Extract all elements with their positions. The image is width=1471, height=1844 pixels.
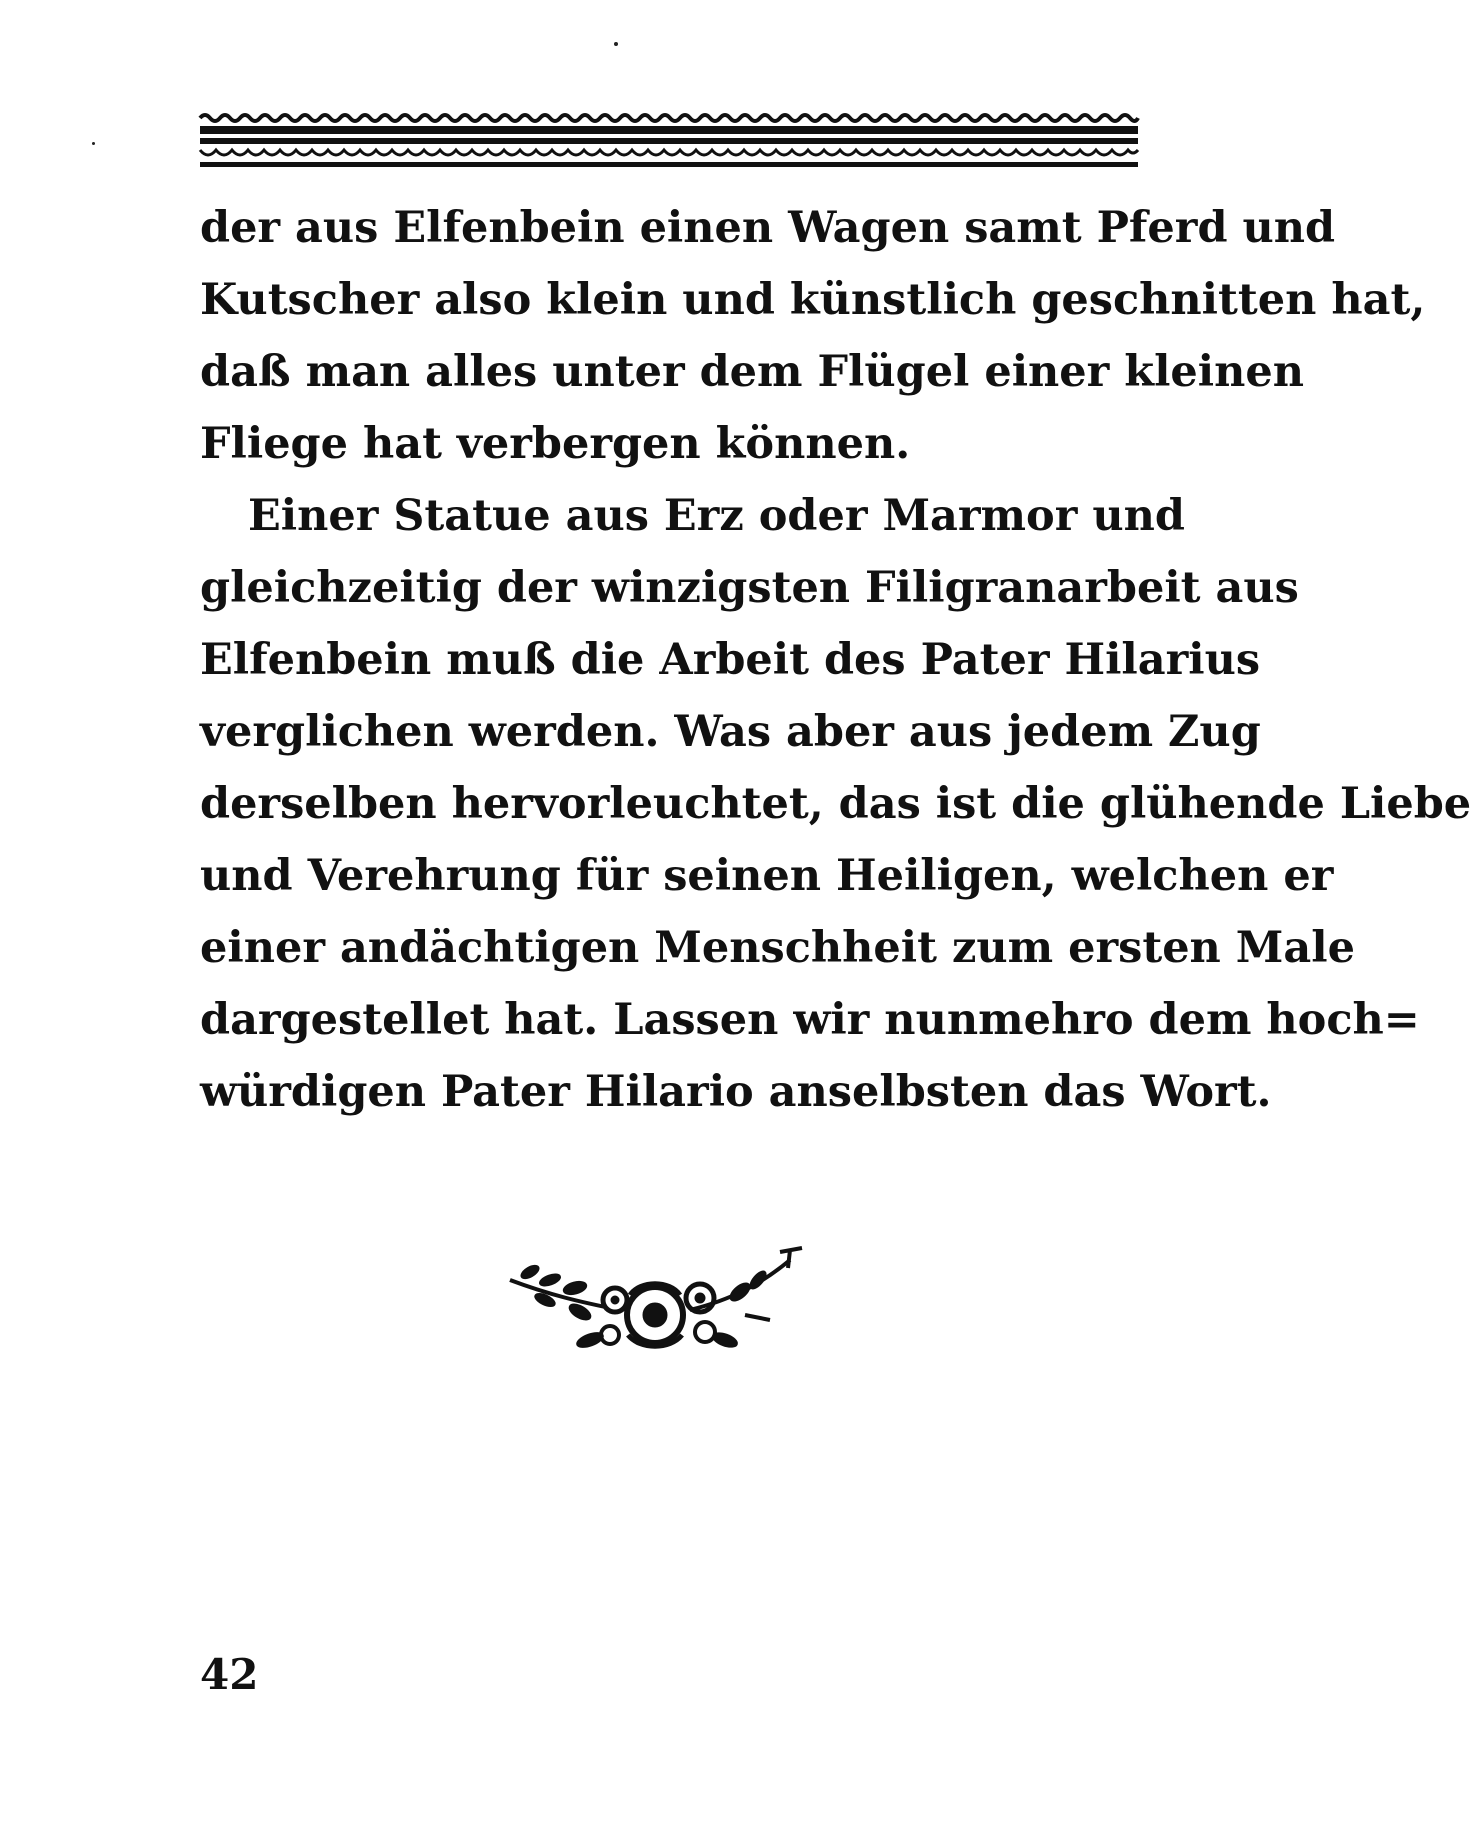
- text-line: und Verehrung für seinen Heiligen, welchen er: [200, 851, 1334, 901]
- text-line: Einer Statue aus Erz oder Marmor und: [248, 491, 1185, 541]
- text-line: daß man alles unter dem Flügel einer kleinen: [200, 347, 1304, 397]
- text-line: würdigen Pater Hilario anselbsten das Wort.: [200, 1067, 1272, 1117]
- text-line: der aus Elfenbein einen Wagen samt Pferd und: [200, 203, 1336, 253]
- text-line: Kutscher also klein und künstlich geschnitten hat,: [200, 275, 1426, 325]
- body-text: [200, 192, 1471, 1128]
- scan-speck: [614, 42, 618, 46]
- text-line: verglichen werden. Was aber aus jedem Zug: [200, 707, 1261, 757]
- floral-ornament-icon: [490, 1240, 820, 1360]
- scan-speck: [92, 142, 95, 145]
- text-line: Elfenbein muß die Arbeit des Pater Hilarius: [200, 635, 1261, 685]
- text-line: derselben hervorleuchtet, das ist die glühende Liebe: [200, 779, 1471, 829]
- text-line: gleichzeitig der winzigsten Filigranarbeit aus: [200, 563, 1299, 613]
- text-line: Fliege hat verbergen können.: [200, 419, 911, 469]
- header-ornament: [200, 110, 1138, 170]
- text-line: dargestellet hat. Lassen wir nunmehro dem hoch=: [200, 995, 1420, 1045]
- page-number: 42: [200, 1650, 259, 1699]
- text-line: einer andächtigen Menschheit zum ersten Male: [200, 923, 1355, 973]
